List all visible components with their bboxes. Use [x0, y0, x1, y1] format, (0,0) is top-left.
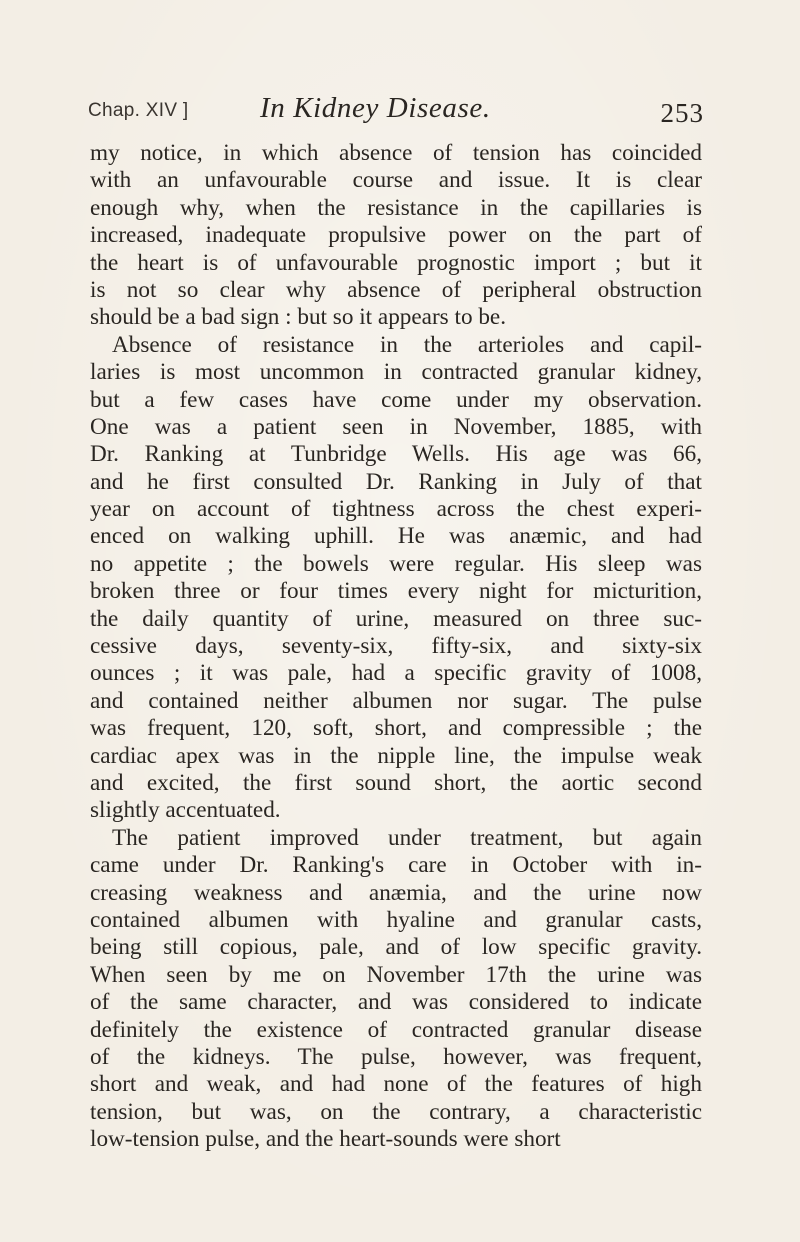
- chapter-label: Chap. XIV ]: [88, 100, 189, 121]
- text-line: no appetite ; the bowels were regular. His sleep was: [90, 550, 702, 577]
- text-line: year on account of tightness across the chest experi-: [90, 496, 702, 523]
- text-line: low-tension pulse, and the heart-sounds were short: [90, 1126, 561, 1153]
- text-line: Dr. Ranking at Tunbridge Wells. His age was 66,: [90, 441, 702, 468]
- text-line: Absence of resistance in the arterioles and capil-: [112, 331, 702, 358]
- text-line: but a few cases have come under my observation.: [90, 386, 702, 413]
- text-line: tension, but was, on the contrary, a characteristic: [90, 1098, 702, 1125]
- text-line: the daily quantity of urine, measured on three suc-: [90, 605, 702, 632]
- text-line: cardiac apex was in the nipple line, the impulse weak: [90, 742, 702, 769]
- text-line: contained albumen with hyaline and granular casts,: [90, 906, 702, 933]
- text-line: should be a bad sign : but so it appears to be.: [90, 304, 507, 331]
- body-text: [90, 140, 702, 1153]
- text-line: with an unfavourable course and issue. It is clear: [90, 167, 702, 194]
- page-number: 253: [660, 98, 704, 128]
- text-line: definitely the existence of contracted granular disease: [90, 1016, 702, 1043]
- text-line: enced on walking uphill. He was anæmic, and had: [90, 523, 702, 550]
- text-line: being still copious, pale, and of low specific gravity.: [90, 934, 702, 961]
- text-line: short and weak, and had none of the features of high: [90, 1071, 702, 1098]
- text-line: increased, inadequate propulsive power on the part of: [90, 222, 702, 249]
- running-title: In Kidney Disease.: [260, 92, 491, 124]
- text-line: cessive days, seventy-six, fifty-six, and sixty-six: [90, 633, 702, 660]
- text-line: of the kidneys. The pulse, however, was frequent,: [90, 1043, 702, 1070]
- text-line: is not so clear why absence of peripheral obstruction: [90, 276, 702, 303]
- text-line: enough why, when the resistance in the capillaries is: [90, 194, 702, 221]
- text-line: and contained neither albumen nor sugar. The pulse: [90, 687, 702, 714]
- text-line: my notice, in which absence of tension has coincided: [90, 140, 702, 166]
- text-line: broken three or four times every night for micturition,: [90, 578, 702, 605]
- text-line: laries is most uncommon in contracted granular kidney,: [90, 359, 702, 386]
- text-line: When seen by me on November 17th the urine was: [90, 961, 702, 988]
- running-head: [88, 92, 704, 132]
- text-line: The patient improved under treatment, but again: [112, 824, 702, 851]
- text-line: of the same character, and was considered to indicate: [90, 989, 702, 1016]
- text-line: ounces ; it was pale, had a specific gravity of 1008,: [90, 660, 702, 687]
- text-line: and excited, the first sound short, the aortic second: [90, 769, 702, 796]
- text-line: the heart is of unfavourable prognostic import ; but it: [90, 249, 702, 276]
- text-line: came under Dr. Ranking's care in October with in-: [90, 852, 702, 879]
- text-line: slightly accentuated.: [90, 797, 281, 824]
- text-line: and he first consulted Dr. Ranking in July of that: [90, 468, 702, 495]
- text-line: was frequent, 120, soft, short, and compressible ; the: [90, 715, 702, 742]
- text-line: creasing weakness and anæmia, and the urine now: [90, 879, 702, 906]
- text-line: One was a patient seen in November, 1885, with: [90, 413, 702, 440]
